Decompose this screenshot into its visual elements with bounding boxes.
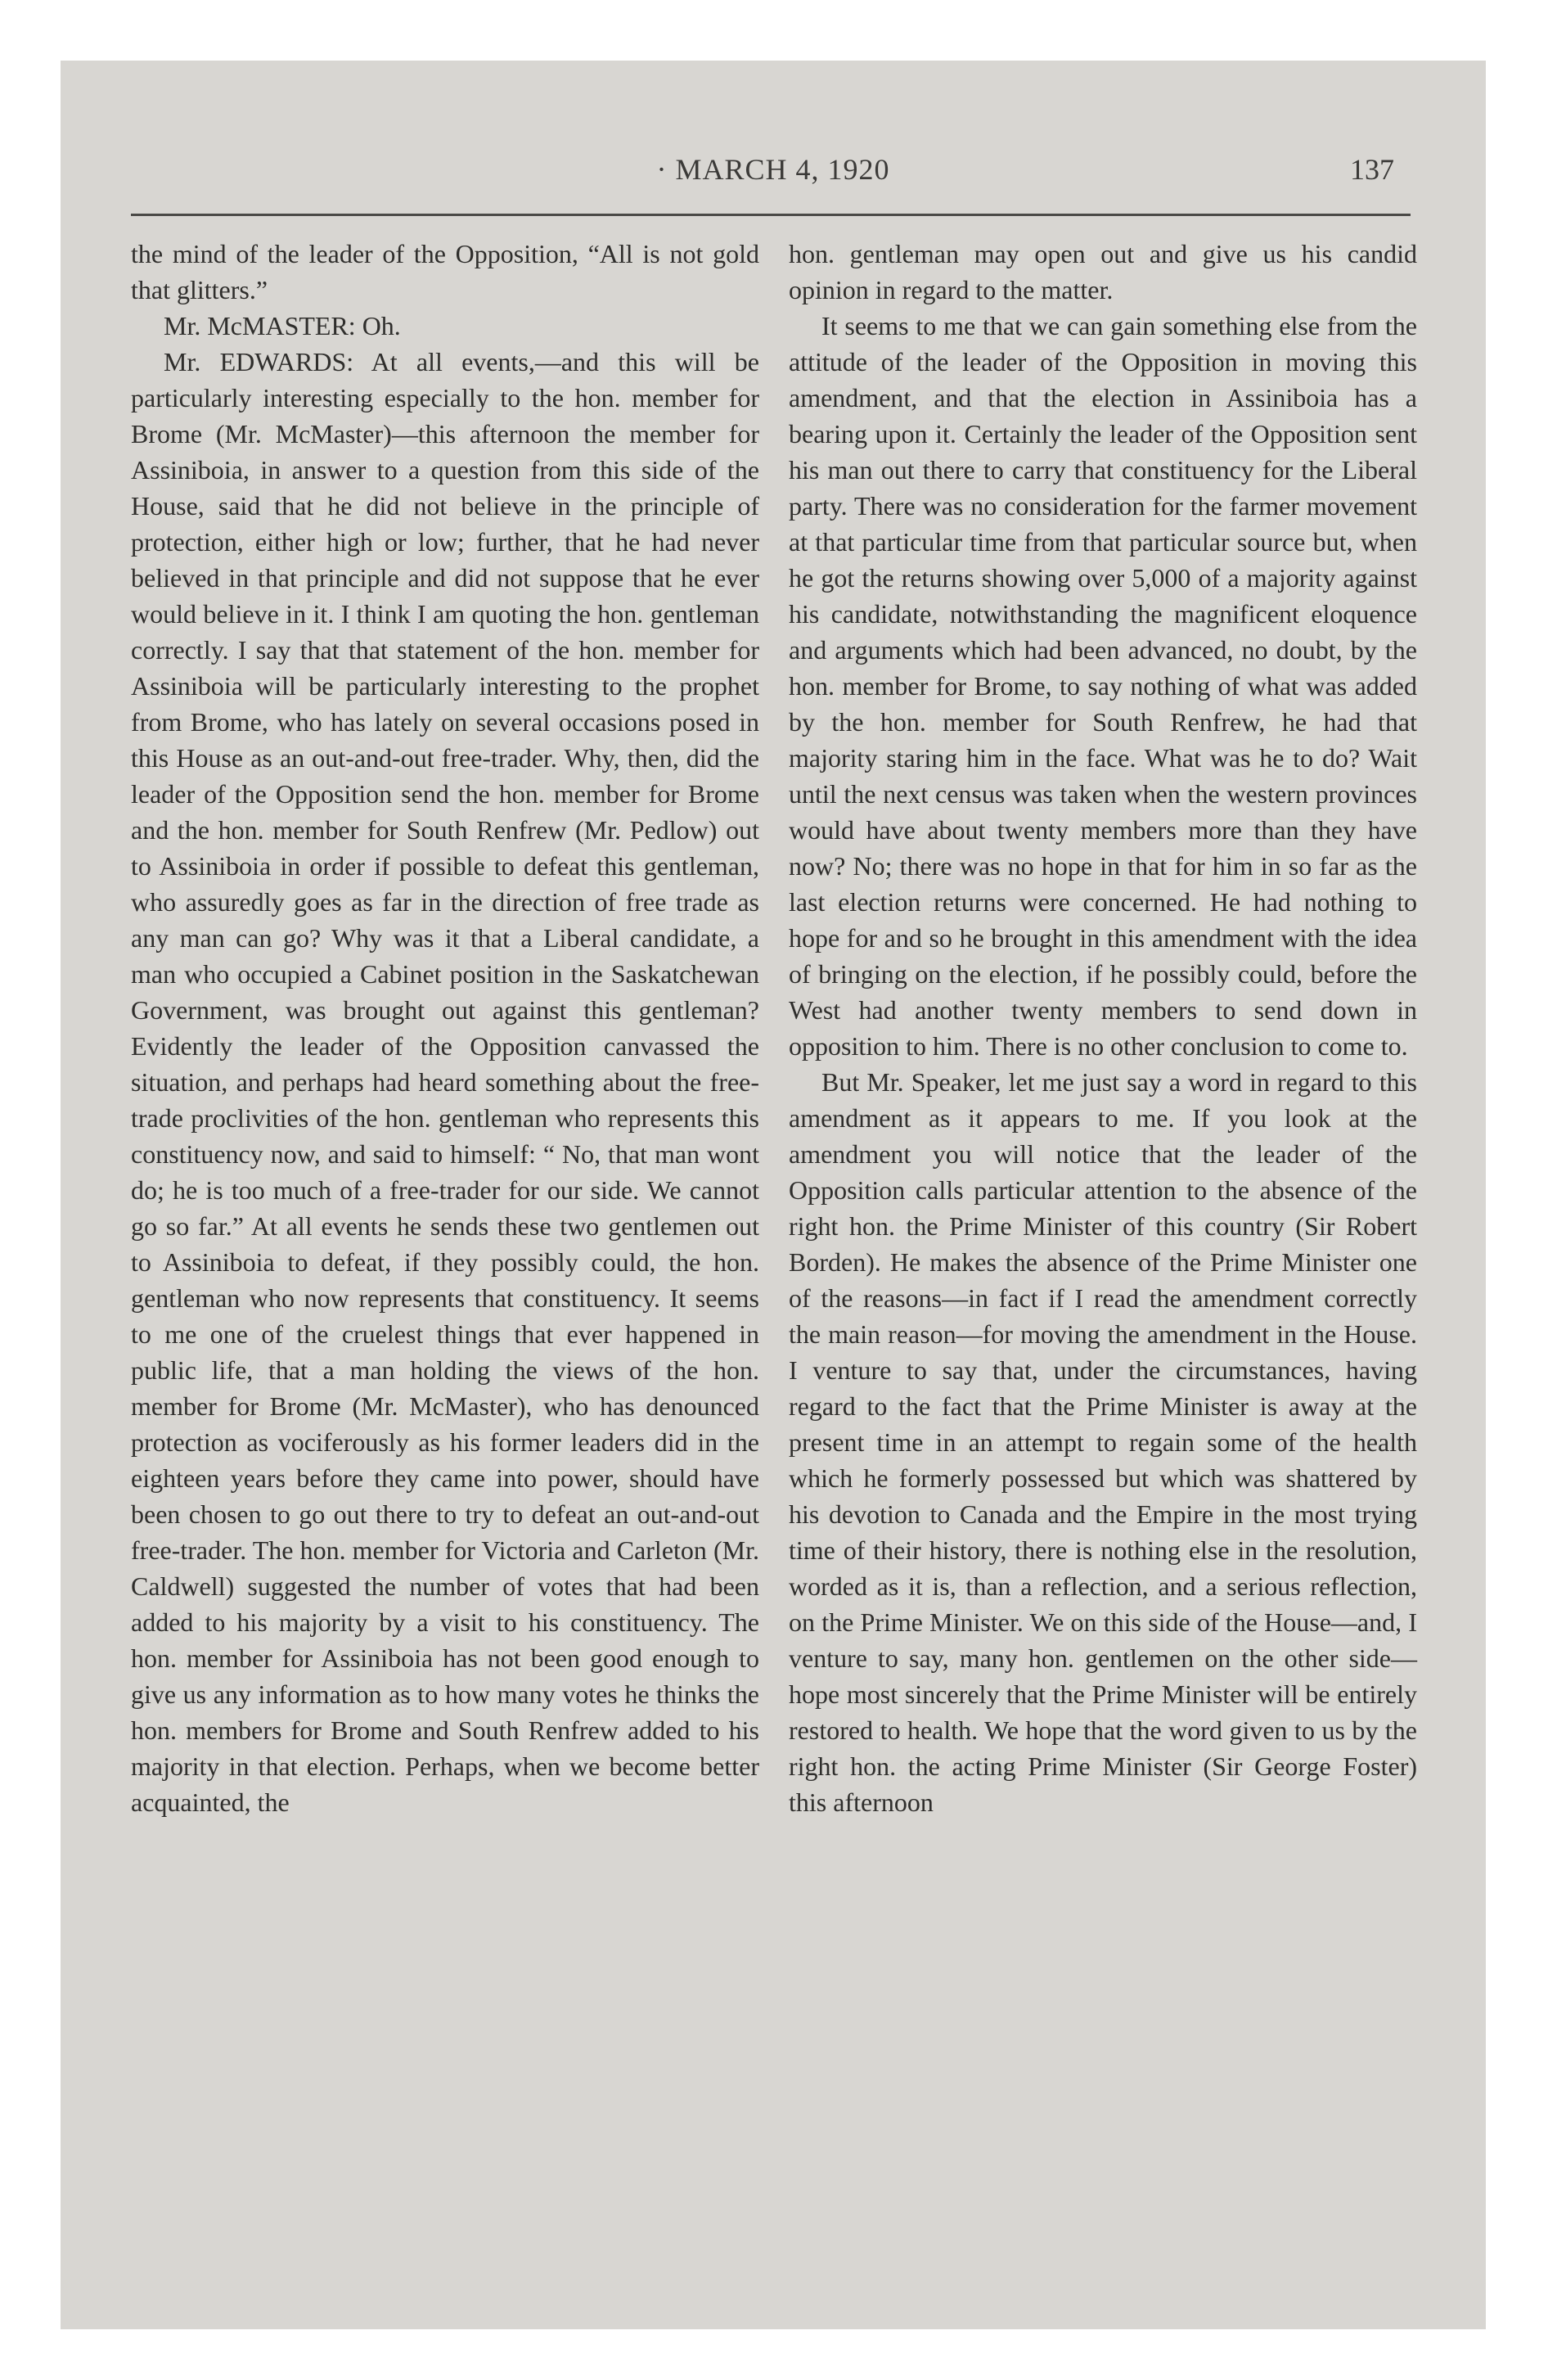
left-column xyxy=(131,236,759,1820)
page-number: 137 xyxy=(1350,153,1394,186)
header-rule xyxy=(131,214,1411,216)
running-head-date: · MARCH 4, 1920 xyxy=(656,153,890,186)
paragraph: the mind of the leader of the Opposition, “All is not gold that glitters.” xyxy=(131,239,759,304)
paragraph: Mr. McMASTER: Oh. xyxy=(164,311,401,340)
paragraph: hon. gentleman may open out and give us his candid opinion in regard to the matter. xyxy=(789,239,1417,304)
right-column xyxy=(789,236,1417,1820)
page-header xyxy=(61,152,1486,201)
paragraph: But Mr. Speaker, let me just say a word in regard to this amendment as it appears to me. If you look at the amendment you will notice that the leader of the Opposition calls particular attention to the absence of the right hon. the Prime Minister of this country (Sir Robert Borden). He makes the absence of the Prime Minister one of the reasons—in fact if I read the amendment correctly the main reason—for moving the amendment in the House. I venture to say that, under the circumstances, having regard to the fact that the Prime Minister is away at the present time in an attempt to regain some of the health which he formerly possessed but which was shattered by his devotion to Canada and the Empire in the most trying time of their history, there is nothing else in the resolution, worded as it is, than a reflection, and a serious reflection, on the Prime Minister. We on this side of the House—and, I venture to say, many hon. gentlemen on the other side—hope most sincerely that the Prime Minister will be entirely restored to health. We hope that the word given to us by the right hon. the acting Prime Minister (Sir George Foster) this afternoon xyxy=(789,1067,1417,1817)
scanned-page xyxy=(61,61,1486,2329)
paragraph: It seems to me that we can gain something else from the attitude of the leader of the Opposition in moving this amendment, and that the election in Assiniboia has a bearing upon it. Certainly the leader of the Opposition sent his man out there to carry that constituency for the Liberal party. There was no consideration for the farmer movement at that particular time from that particular source but, when he got the returns showing over 5,000 of a majority against his candidate, notwithstanding the magnificent eloquence and arguments which had been advanced, no doubt, by the hon. member for Brome, to say nothing of what was added by the hon. member for South Renfrew, he had that majority staring him in the face. What was he to do? Wait until the next census was taken when the western provinces would have about twenty members more than they have now? No; there was no hope in that for him in so far as the last election returns were concerned. He had nothing to hope for and so he brought in this amendment with the idea of bringing on the election, if he possibly could, before the West had another twenty members to send down in opposition to him. There is no other conclusion to come to. xyxy=(789,311,1417,1061)
paragraph: Mr. EDWARDS: At all events,—and this will be particularly interesting especially to the hon. member for Brome (Mr. McMaster)—this afternoon the member for Assiniboia, in answer to a question from this side of the House, said that he did not believe in the principle of protection, either high or low; further, that he had never believed in that principle and did not suppose that he ever would believe in it. I think I am quoting the hon. gentleman correctly. I say that that statement of the hon. member for Assiniboia will be particularly interesting to the prophet from Brome, who has lately on several occasions posed in this House as an out-and-out free-trader. Why, then, did the leader of the Opposition send the hon. member for Brome and the hon. member for South Renfrew (Mr. Pedlow) out to Assiniboia in order if possible to defeat this gentleman, who assuredly goes as far in the direction of free trade as any man can go? Why was it that a Liberal candidate, a man who occupied a Cabinet position in the Saskatchewan Government, was brought out against this gentleman? Evidently the leader of the Opposition canvassed the situation, and perhaps had heard something about the free-trade proclivities of the hon. gentleman who represents this constituency now, and said to himself: “ No, that man wont do; he is too much of a free-trader for our side. We cannot go so far.” At all events he sends these two gentlemen out to Assiniboia to defeat, if they possibly could, the hon. gentleman who now represents that constituency. It seems to me one of the cruelest things that ever happened in public life, that a man holding the views of the hon. member for Brome (Mr. McMaster), who has denounced protection as vociferously as his former leaders did in the eighteen years before they came into power, should have been chosen to go out there to try to defeat an out-and-out free-trader. The hon. member for Victoria and Carleton (Mr. Caldwell) suggested the number of votes that had been added to his majority by a visit to his constituency. The hon. member for Assiniboia has not been good enough to give us any information as to how many votes he thinks the hon. members for Brome and South Renfrew added to his majority in that election. Perhaps, when we become better acquainted, the xyxy=(131,347,759,1817)
